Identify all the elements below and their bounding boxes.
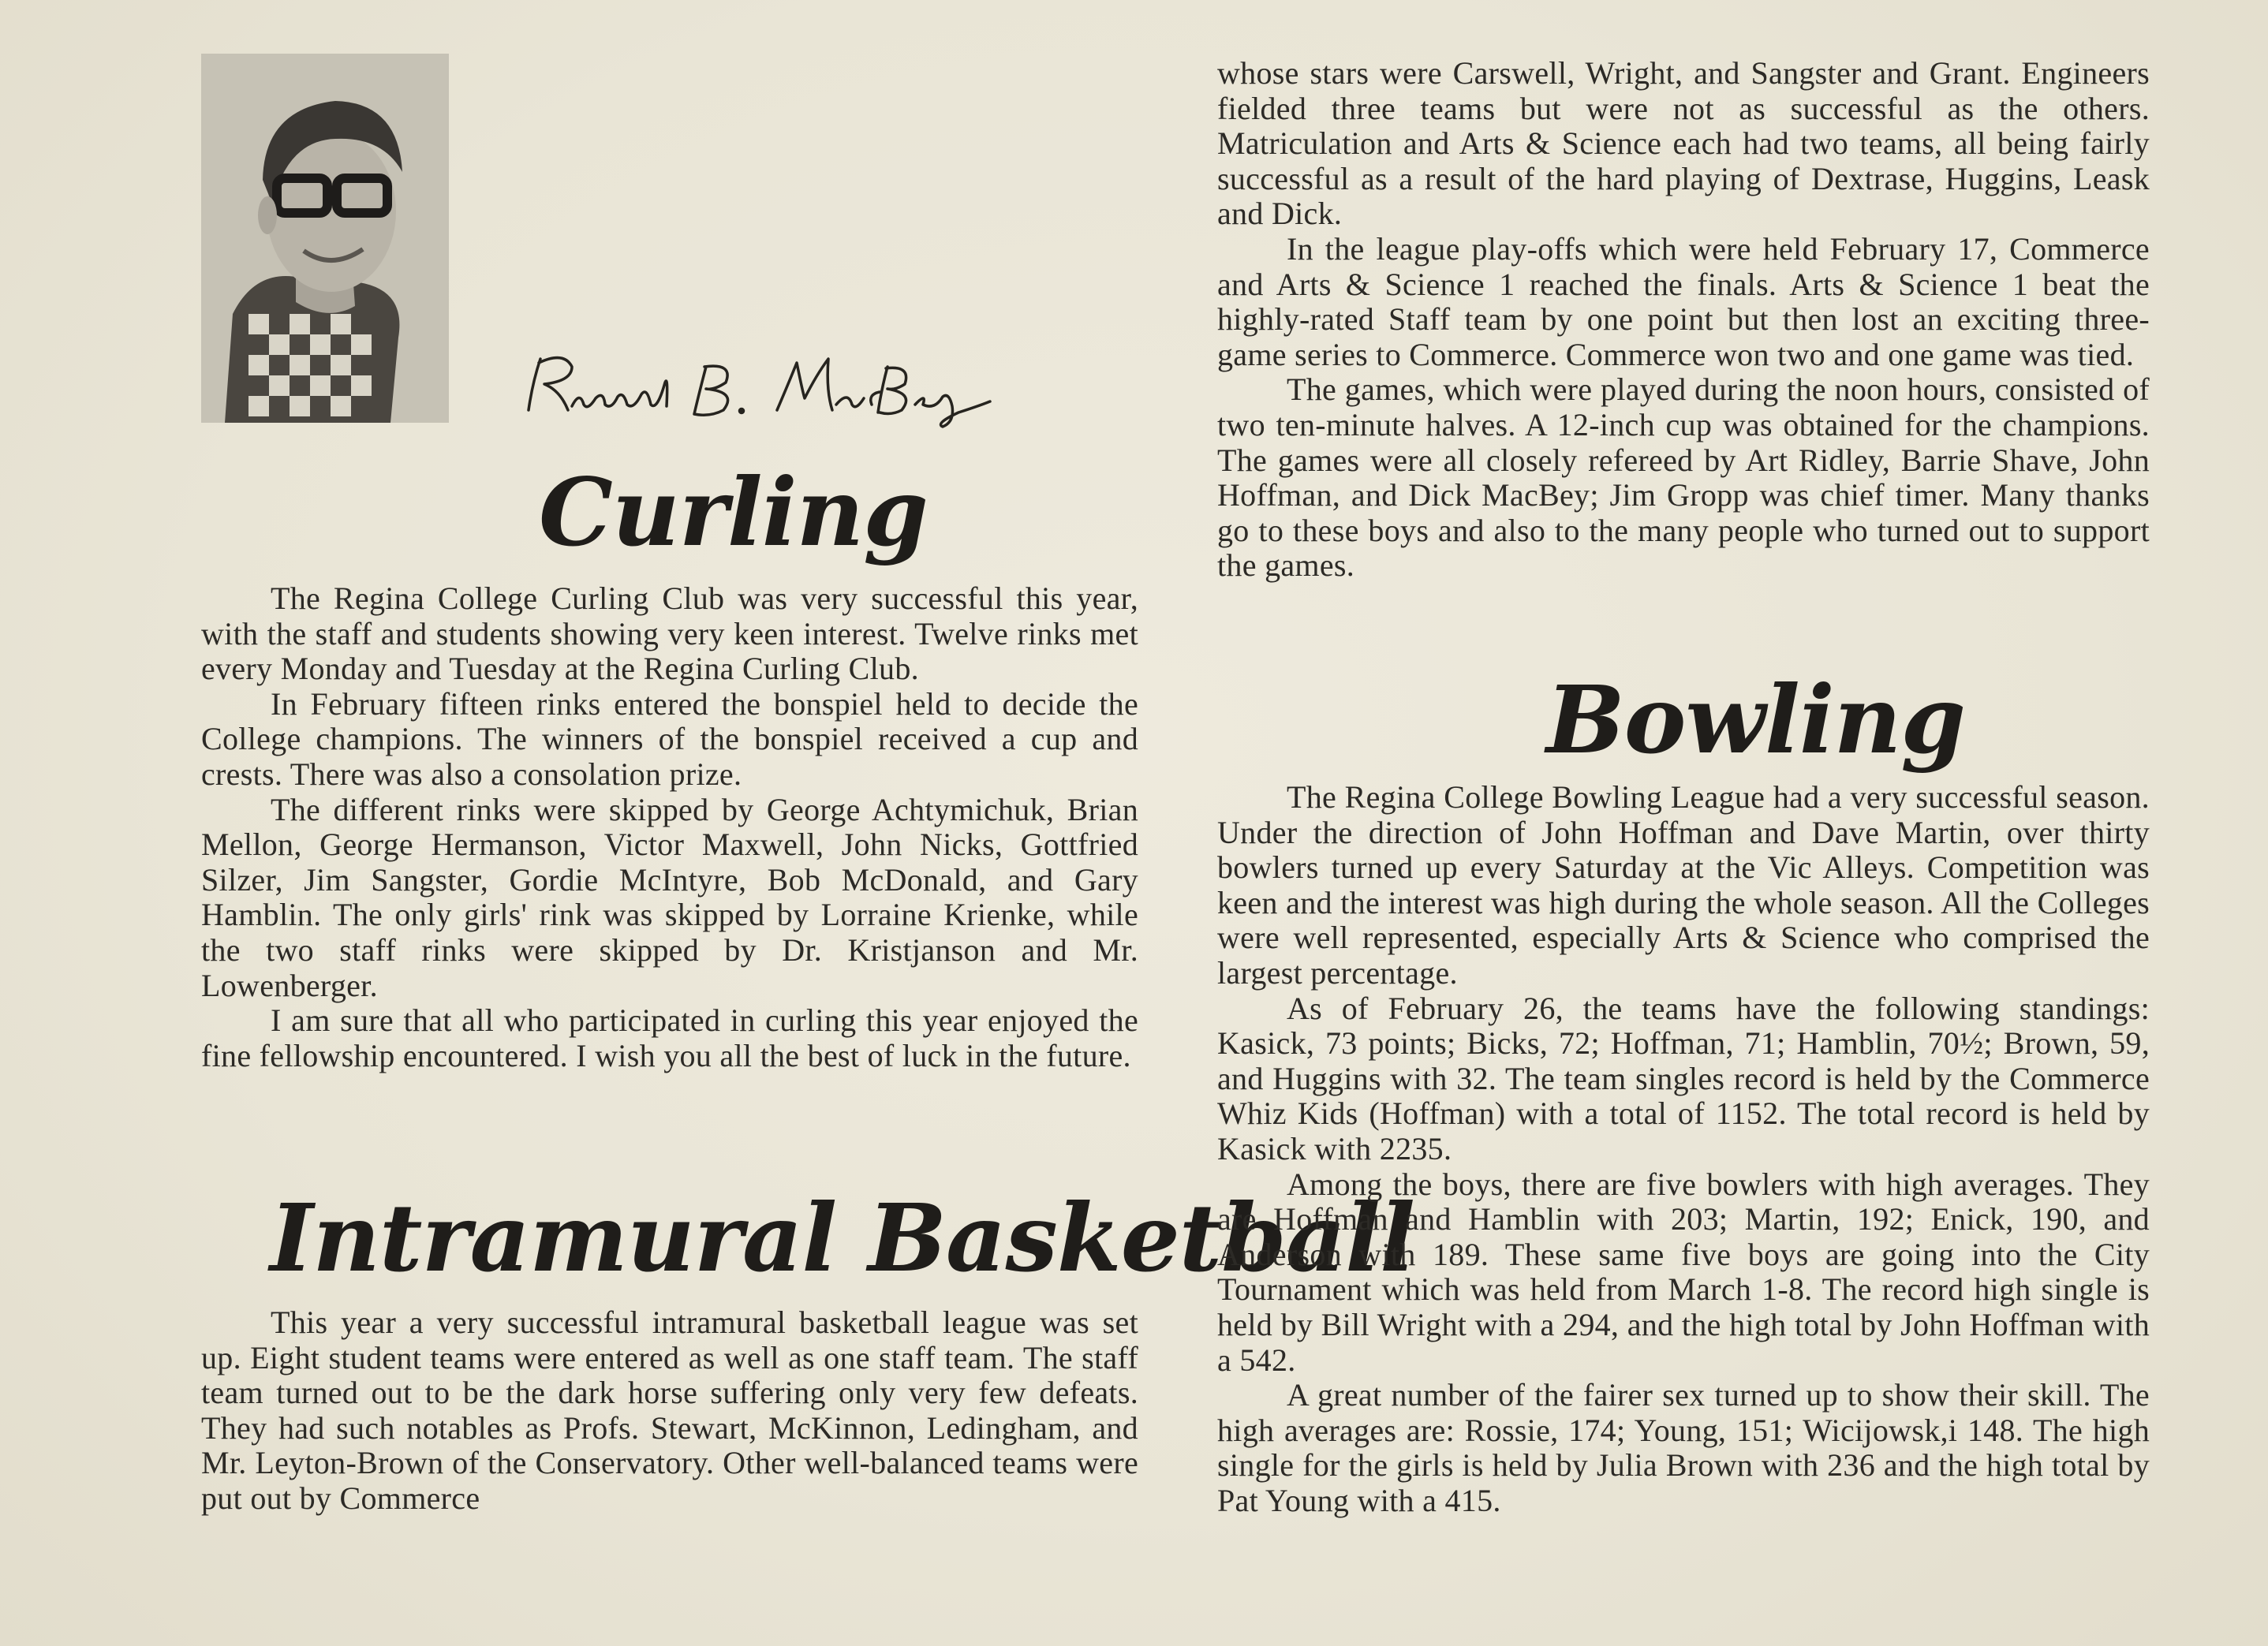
bowling-heading: Bowling	[1546, 665, 1965, 774]
bowling-paragraph: A great number of the fairer sex turned up to show their skill. The high averages are: Rossie, 174; Young, 151; Wicijowsk,i 148. The high single for the girls is held by Julia Brown with 236 and the high total by Pat Young with a 415.	[1217, 1377, 2150, 1518]
curling-heading: Curling	[539, 457, 928, 567]
curling-paragraph: The different rinks were skipped by George Achtymichuk, Brian Mellon, George Hermanson, Victor Maxwell, John Nicks, Gottfried Silzer, Jim Sangster, Gordie McIntyre, Bob McDonald, and Gary Hamblin. The only girls' rink was skipped by Lorraine Krienke, while the two staff rinks were skipped by Dr. Kristjanson and Mr. Lowenberger.	[201, 791, 1138, 1003]
bowling-paragraph: The Regina College Bowling League had a very successful season. Under the direction of John Hoffman and Dave Martin, over thirty bowlers turned up every Saturday at the Vic Alleys. Competition was keen and the interest was high during the whole season. All the Colleges were well represented, especially Arts & Science who comprised the largest percentage.	[1217, 779, 2150, 991]
bowling-article	[1217, 780, 2150, 1518]
basketball-article-continued	[1217, 56, 2150, 584]
portrait-photo-icon	[201, 54, 449, 423]
signature-icon	[517, 335, 1006, 430]
curling-paragraph: I am sure that all who participated in curling this year enjoyed the fine fellowship encountered. I wish you all the best of luck in the future.	[201, 1002, 1138, 1073]
basketball-paragraph: This year a very successful intramural basketball league was set up. Eight student teams were entered as well as one staff team. The staff team turned out to be the dark horse suffering only very few defeats. They had such notables as Profs. Stewart, McKinnon, Ledingham, and Mr. Leyton-Brown of the Conservatory. Other well-balanced teams were put out by Commerce	[201, 1304, 1138, 1516]
bowling-paragraph: Among the boys, there are five bowlers with high averages. They are Hoffman and Hamblin with 203; Martin, 192; Enick, 190, and Anderson with 189. These same five boys are going into the City Tournament which was held from March 1-8. The record high single is held by Bill Wright with a 294, and the high total by John Hoffman with a 542.	[1217, 1166, 2150, 1378]
curling-paragraph: The Regina College Curling Club was very successful this year, with the staff and students showing very keen interest. Twelve rinks met every Monday and Tuesday at the Regina Curling Club.	[201, 580, 1138, 687]
bowling-paragraph: As of February 26, the teams have the following standings: Kasick, 73 points; Bicks, 72; Hoffman, 71; Hamblin, 70½; Brown, 59, and Huggins with 32. The team singles record is held by the Commerce Whiz Kids (Hoffman) with a total of 1152. The total record is held by Kasick with 2235.	[1217, 990, 2150, 1166]
curling-article	[201, 581, 1138, 1073]
basketball-paragraph: In the league play-offs which were held February 17, Commerce and Arts & Science 1 reached the finals. Arts & Science 1 beat the highly-rated Staff team by one point but then lost an exciting three-game series to Commerce. Commerce won two and one game was tied.	[1217, 230, 2150, 372]
basketball-paragraph: whose stars were Carswell, Wright, and Sangster and Grant. Engineers fielded three teams but were not as successful as the others. Matriculation and Arts & Science each had two teams, all being fairly successful as a result of the hard playing of Dextrase, Huggins, Leask and Dick.	[1217, 55, 2150, 232]
curling-paragraph: In February fifteen rinks entered the bonspiel held to decide the College champions. The winners of the bonspiel received a cup and crests. There was also a consolation prize.	[201, 685, 1138, 792]
basketball-article	[201, 1305, 1138, 1517]
portrait-photo	[201, 54, 449, 423]
basketball-heading: Intramural Basketball	[270, 1183, 1414, 1293]
basketball-paragraph: The games, which were played during the noon hours, consisted of two ten-minute halves. A 12-inch cup was obtained for the champions. The games were all closely refereed by Art Ridley, Barrie Shave, John Hoffman, and Dick MacBey; Jim Gropp was chief timer. Many thanks go to these boys and also to the many people who turned out to support the games.	[1217, 371, 2150, 584]
signature	[517, 335, 1006, 430]
